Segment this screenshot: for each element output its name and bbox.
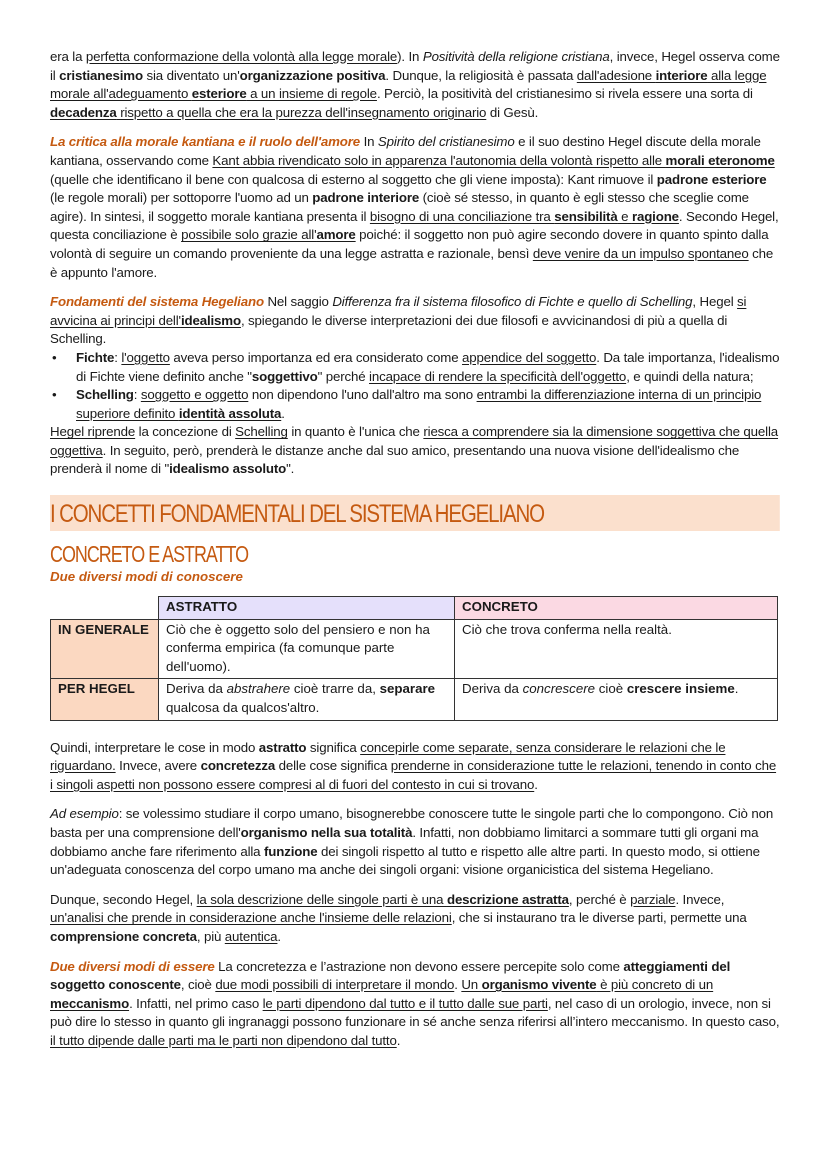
- text-run: e: [617, 208, 632, 224]
- cell-astratto: [159, 619, 455, 679]
- fondamenti-block: [50, 293, 780, 479]
- text-run: , invece, Hegel osserva come il: [50, 49, 780, 83]
- text-run: Ciò che trova conferma nella realtà.: [462, 621, 672, 637]
- text-run: Deriva da: [462, 681, 523, 697]
- table-row: [51, 679, 778, 720]
- text-run: soggettivo: [251, 368, 318, 384]
- text-run: bisogno di una conciliazione tra: [369, 208, 555, 224]
- text-run: , Hegel: [692, 294, 738, 310]
- text-run: e il suo destino Hegel discute della morale kantiana, osservando come: [50, 134, 761, 168]
- text-run: (le regole morali) per sottoporre l'uomo ad un: [50, 190, 313, 206]
- text-run: la sola descrizione delle singole parti è una: [196, 891, 447, 907]
- text-run: ".: [286, 461, 295, 477]
- text-run: . In seguito, però, prenderà le distanze anche dal suo amico, presentando una nuova visione dell'idealismo che prenderà il nome di ": [50, 442, 740, 477]
- fondamenti-heading: Fondamenti del sistema Hegeliano: [50, 294, 264, 310]
- text-run: cioè: [595, 681, 627, 697]
- text-run: idealismo assoluto: [169, 461, 287, 477]
- fondamenti-closing: [50, 423, 780, 479]
- text-run: Schelling: [235, 424, 288, 440]
- text-run: l'oggetto: [121, 349, 170, 365]
- header-concreto: CONCRETO: [455, 597, 778, 620]
- text-run: il tutto dipende dalle parti ma le parti non dipendono dal tutto: [50, 1032, 397, 1048]
- text-run: padrone esteriore: [656, 171, 767, 187]
- text-run: sensibilità: [554, 208, 618, 224]
- text-run: sia diventato un': [142, 67, 240, 83]
- header-astratto: ASTRATTO: [159, 597, 455, 620]
- subsection-caption: Due diversi modi di conoscere: [50, 569, 243, 585]
- text-run: , più: [196, 928, 225, 944]
- text-run: Fichte: [76, 349, 115, 365]
- text-run: , spiegando le diverse interpretazioni dei due filosofi e avvicinandosi di più a quella di Schelling.: [50, 312, 728, 347]
- text-run: , cioè: [180, 977, 216, 993]
- text-run: . Infatti, non dobbiamo limitarci a sommare tutti gli organi ma dobbiamo anche fare riferimento alla: [50, 825, 759, 859]
- text-run: cioè trarre da,: [290, 681, 380, 697]
- text-run: decadenza: [50, 104, 117, 120]
- text-run: Spirito del cristianesimo: [377, 134, 515, 150]
- cell-astratto: [159, 679, 455, 720]
- text-run: rispetto a quella che era la purezza dell'insegnamento originario: [116, 104, 487, 120]
- text-run: non dipendono l'uno dall'altro ma sono: [248, 387, 477, 403]
- text-run: . Dunque, la religiosità è passata: [385, 67, 577, 83]
- text-run: : se volessimo studiare il corpo umano, bisognerebbe conoscere tutte le singole parti che lo compongono. Ciò non basta per una comprensione dell': [50, 806, 774, 840]
- text-run: Kant abbia rivendicato solo in apparenza l'autonomia della volontà rispetto alle: [212, 152, 666, 168]
- text-run: organismo nella sua totalità: [240, 825, 413, 840]
- text-run: ragione: [631, 208, 679, 224]
- text-run: atteggiamenti del soggetto conoscente: [50, 958, 731, 993]
- section-title: [50, 495, 780, 531]
- text-run: .: [454, 977, 462, 993]
- text-run: . Invece,: [675, 891, 725, 907]
- text-run: Un: [461, 977, 482, 993]
- text-run: deve venire da un impulso spontaneo: [532, 245, 749, 261]
- text-run: Schelling: [76, 387, 134, 403]
- text-run: due modi possibili di interpretare il mondo: [215, 977, 455, 993]
- text-run: appendice del soggetto: [462, 349, 597, 365]
- text-run: parziale: [630, 891, 676, 907]
- text-run: era la: [50, 49, 86, 64]
- text-run: a un insieme di regole: [246, 86, 377, 102]
- critica-heading: La critica alla morale kantiana e il ruolo dell'amore: [50, 134, 361, 150]
- text-run: incapace di rendere la specificità dell'oggetto: [369, 368, 627, 384]
- text-run: Deriva da: [166, 681, 227, 697]
- text-run: :: [114, 349, 122, 365]
- text-run: esteriore: [191, 86, 247, 102]
- text-run: . Da tale importanza, l'idealismo di Fichte viene definito anche ": [76, 349, 780, 384]
- quindi-paragraph: [50, 739, 780, 795]
- text-run: Nel saggio: [263, 294, 333, 310]
- text-run: Positività della religione cristiana: [422, 49, 610, 64]
- text-run: crescere insieme: [626, 681, 735, 697]
- text-run: Differenza fra il sistema filosofico di Fichte e quello di Schelling: [332, 294, 693, 310]
- text-run: si avvicina ai principi dell': [50, 294, 747, 328]
- text-run: dei singoli rispetto al tutto e rispetto alle altre parti. In questo modo, si ottiene un'adeguata conoscenza del corpo umano ma anche dei singoli organi: visione organicistica del sistema Hegeliano.: [50, 843, 760, 878]
- text-run: :: [133, 387, 141, 403]
- row-label-per-hegel: PER HEGEL: [51, 679, 159, 720]
- essere-heading: Due diversi modi di essere: [50, 958, 215, 974]
- text-run: un'analisi che prende in considerazione anche l'insieme delle relazioni: [50, 910, 452, 926]
- text-run: padrone interiore: [312, 190, 420, 206]
- text-run: è più concreto di un: [596, 977, 714, 993]
- esempio-paragraph: [50, 805, 780, 879]
- text-run: meccanismo: [50, 995, 130, 1011]
- section-title-text: I CONCETTI FONDAMENTALI DEL SISTEMA HEGELIANO: [50, 500, 544, 529]
- intro-paragraph: [50, 48, 780, 122]
- text-run: autentica: [224, 928, 278, 944]
- text-run: .: [396, 1032, 401, 1048]
- text-run: amore: [316, 227, 356, 243]
- text-run: astratto: [258, 739, 307, 755]
- text-run: ). In: [397, 49, 423, 64]
- text-run: la concezione di: [135, 424, 236, 440]
- text-run: significa: [306, 739, 361, 755]
- table-corner: [51, 597, 159, 620]
- philosophers-list: [50, 349, 780, 423]
- text-run: , e quindi della natura;: [626, 368, 754, 384]
- text-run: funzione: [263, 843, 318, 859]
- text-run: entrambi la differenziazione interna di un principio superiore definito: [76, 387, 762, 421]
- essere-paragraph: [50, 958, 780, 1051]
- text-run: interiore: [655, 67, 708, 83]
- text-run: Invece, avere: [115, 758, 201, 774]
- text-run: in quanto è l'unica che: [287, 424, 424, 440]
- text-run: descrizione astratta: [446, 891, 569, 907]
- dunque-paragraph: [50, 891, 780, 947]
- text-run: concepirle come separate, senza considerare le relazioni che le riguardano.: [50, 739, 726, 774]
- text-run: , perché è: [568, 891, 631, 907]
- row-label-in-generale: IN GENERALE: [51, 619, 159, 679]
- text-run: .: [734, 681, 739, 697]
- text-run: dall'adesione: [576, 67, 656, 83]
- text-run: .: [534, 776, 538, 792]
- text-run: .: [277, 928, 281, 944]
- critica-body: [50, 134, 779, 279]
- cell-concreto: [455, 679, 778, 720]
- text-run: Ad esempio: [50, 806, 119, 822]
- text-run: abstrahere: [226, 681, 291, 697]
- text-run: soggetto e oggetto: [140, 387, 249, 403]
- text-run: . Secondo Hegel, questa conciliazione è: [50, 208, 779, 243]
- text-run: organismo vivente: [481, 977, 597, 993]
- text-run: prenderne in considerazione tutte le relazioni, tenendo in conto che i singoli aspetti non possono essere compresi al di fuori del contesto in cui si trovano: [50, 758, 777, 792]
- cell-concreto: [455, 619, 778, 679]
- text-run: poiché: il soggetto non può agire secondo dovere in quanto spinto dalla volontà di seguire un comando proveniente da una legge astratta e razionale, bensì: [50, 227, 769, 261]
- text-run: " perché: [317, 368, 370, 384]
- text-run: (quelle che identificano il bene con qualcosa di esterno al soggetto che gli viene imposta): Kant rimuove il: [50, 171, 657, 187]
- comparison-table: [50, 596, 778, 721]
- text-run: idealismo: [180, 312, 241, 328]
- fondamenti-paragraph: [50, 293, 780, 349]
- text-run: In: [360, 134, 378, 150]
- subsection-title: CONCRETO E ASTRATTO: [50, 541, 249, 568]
- document-page: [50, 48, 780, 1062]
- text-run: possibile solo grazie all': [181, 227, 317, 243]
- text-run: comprensione concreta: [50, 928, 197, 944]
- text-run: , che si instaurano tra le diverse parti, permette una: [451, 910, 747, 926]
- text-run: Quindi, interpretare le cose in modo: [50, 739, 259, 755]
- text-run: . Perciò, la positività del cristianesimo si rivela essere una sorta di: [376, 86, 753, 102]
- text-run: riesca a comprendere sia la dimensione soggettiva che quella oggettiva: [50, 424, 779, 458]
- critica-paragraph: [50, 133, 780, 282]
- text-run: Ciò che è oggetto solo del pensiero e non ha conferma empirica (fa comunque parte dell'uomo).: [166, 621, 430, 674]
- list-item-schelling: [76, 386, 780, 423]
- text-run: le parti dipendono dal tutto e il tutto dalle sue parti: [262, 995, 548, 1011]
- text-run: delle cose significa: [275, 758, 391, 774]
- text-run: identità assoluta: [178, 405, 282, 421]
- text-run: concretezza: [200, 758, 276, 774]
- text-run: organizzazione positiva: [239, 67, 386, 83]
- text-run: perfetta conformazione della volontà alla legge morale: [85, 49, 398, 64]
- text-run: morali eteronome: [665, 152, 775, 168]
- text-run: che è appunto l'amore.: [50, 245, 774, 280]
- text-run: .: [281, 405, 285, 421]
- list-item-fichte: [76, 349, 780, 386]
- text-run: qualcosa da qualcos'altro.: [166, 700, 320, 716]
- text-run: . Infatti, nel primo caso: [129, 995, 263, 1011]
- text-run: concrescere: [522, 681, 596, 697]
- text-run: Hegel riprende: [50, 424, 136, 440]
- text-run: separare: [379, 681, 436, 697]
- text-run: , nel caso di un orologio, invece, non si può dire lo stesso in quanto gli ingranaggi possono funzionare in sé anche senza riferirsi all’intero meccanismo. In questo caso,: [50, 995, 780, 1030]
- text-run: La concretezza e l’astrazione non devono essere percepite solo come: [214, 958, 624, 974]
- text-run: di Gesù.: [486, 104, 539, 120]
- text-run: (cioè sé stesso, in quanto è egli stesso che sceglie come agire). In sintesi, il soggetto morale kantiana presenta il: [50, 190, 749, 224]
- text-run: cristianesimo: [59, 67, 143, 83]
- text-run: Dunque, secondo Hegel,: [50, 891, 197, 907]
- text-run: alla legge morale all'adeguamento: [50, 67, 767, 102]
- table-row: [51, 619, 778, 679]
- table-header-row: [51, 597, 778, 620]
- text-run: aveva perso importanza ed era considerato come: [169, 349, 463, 365]
